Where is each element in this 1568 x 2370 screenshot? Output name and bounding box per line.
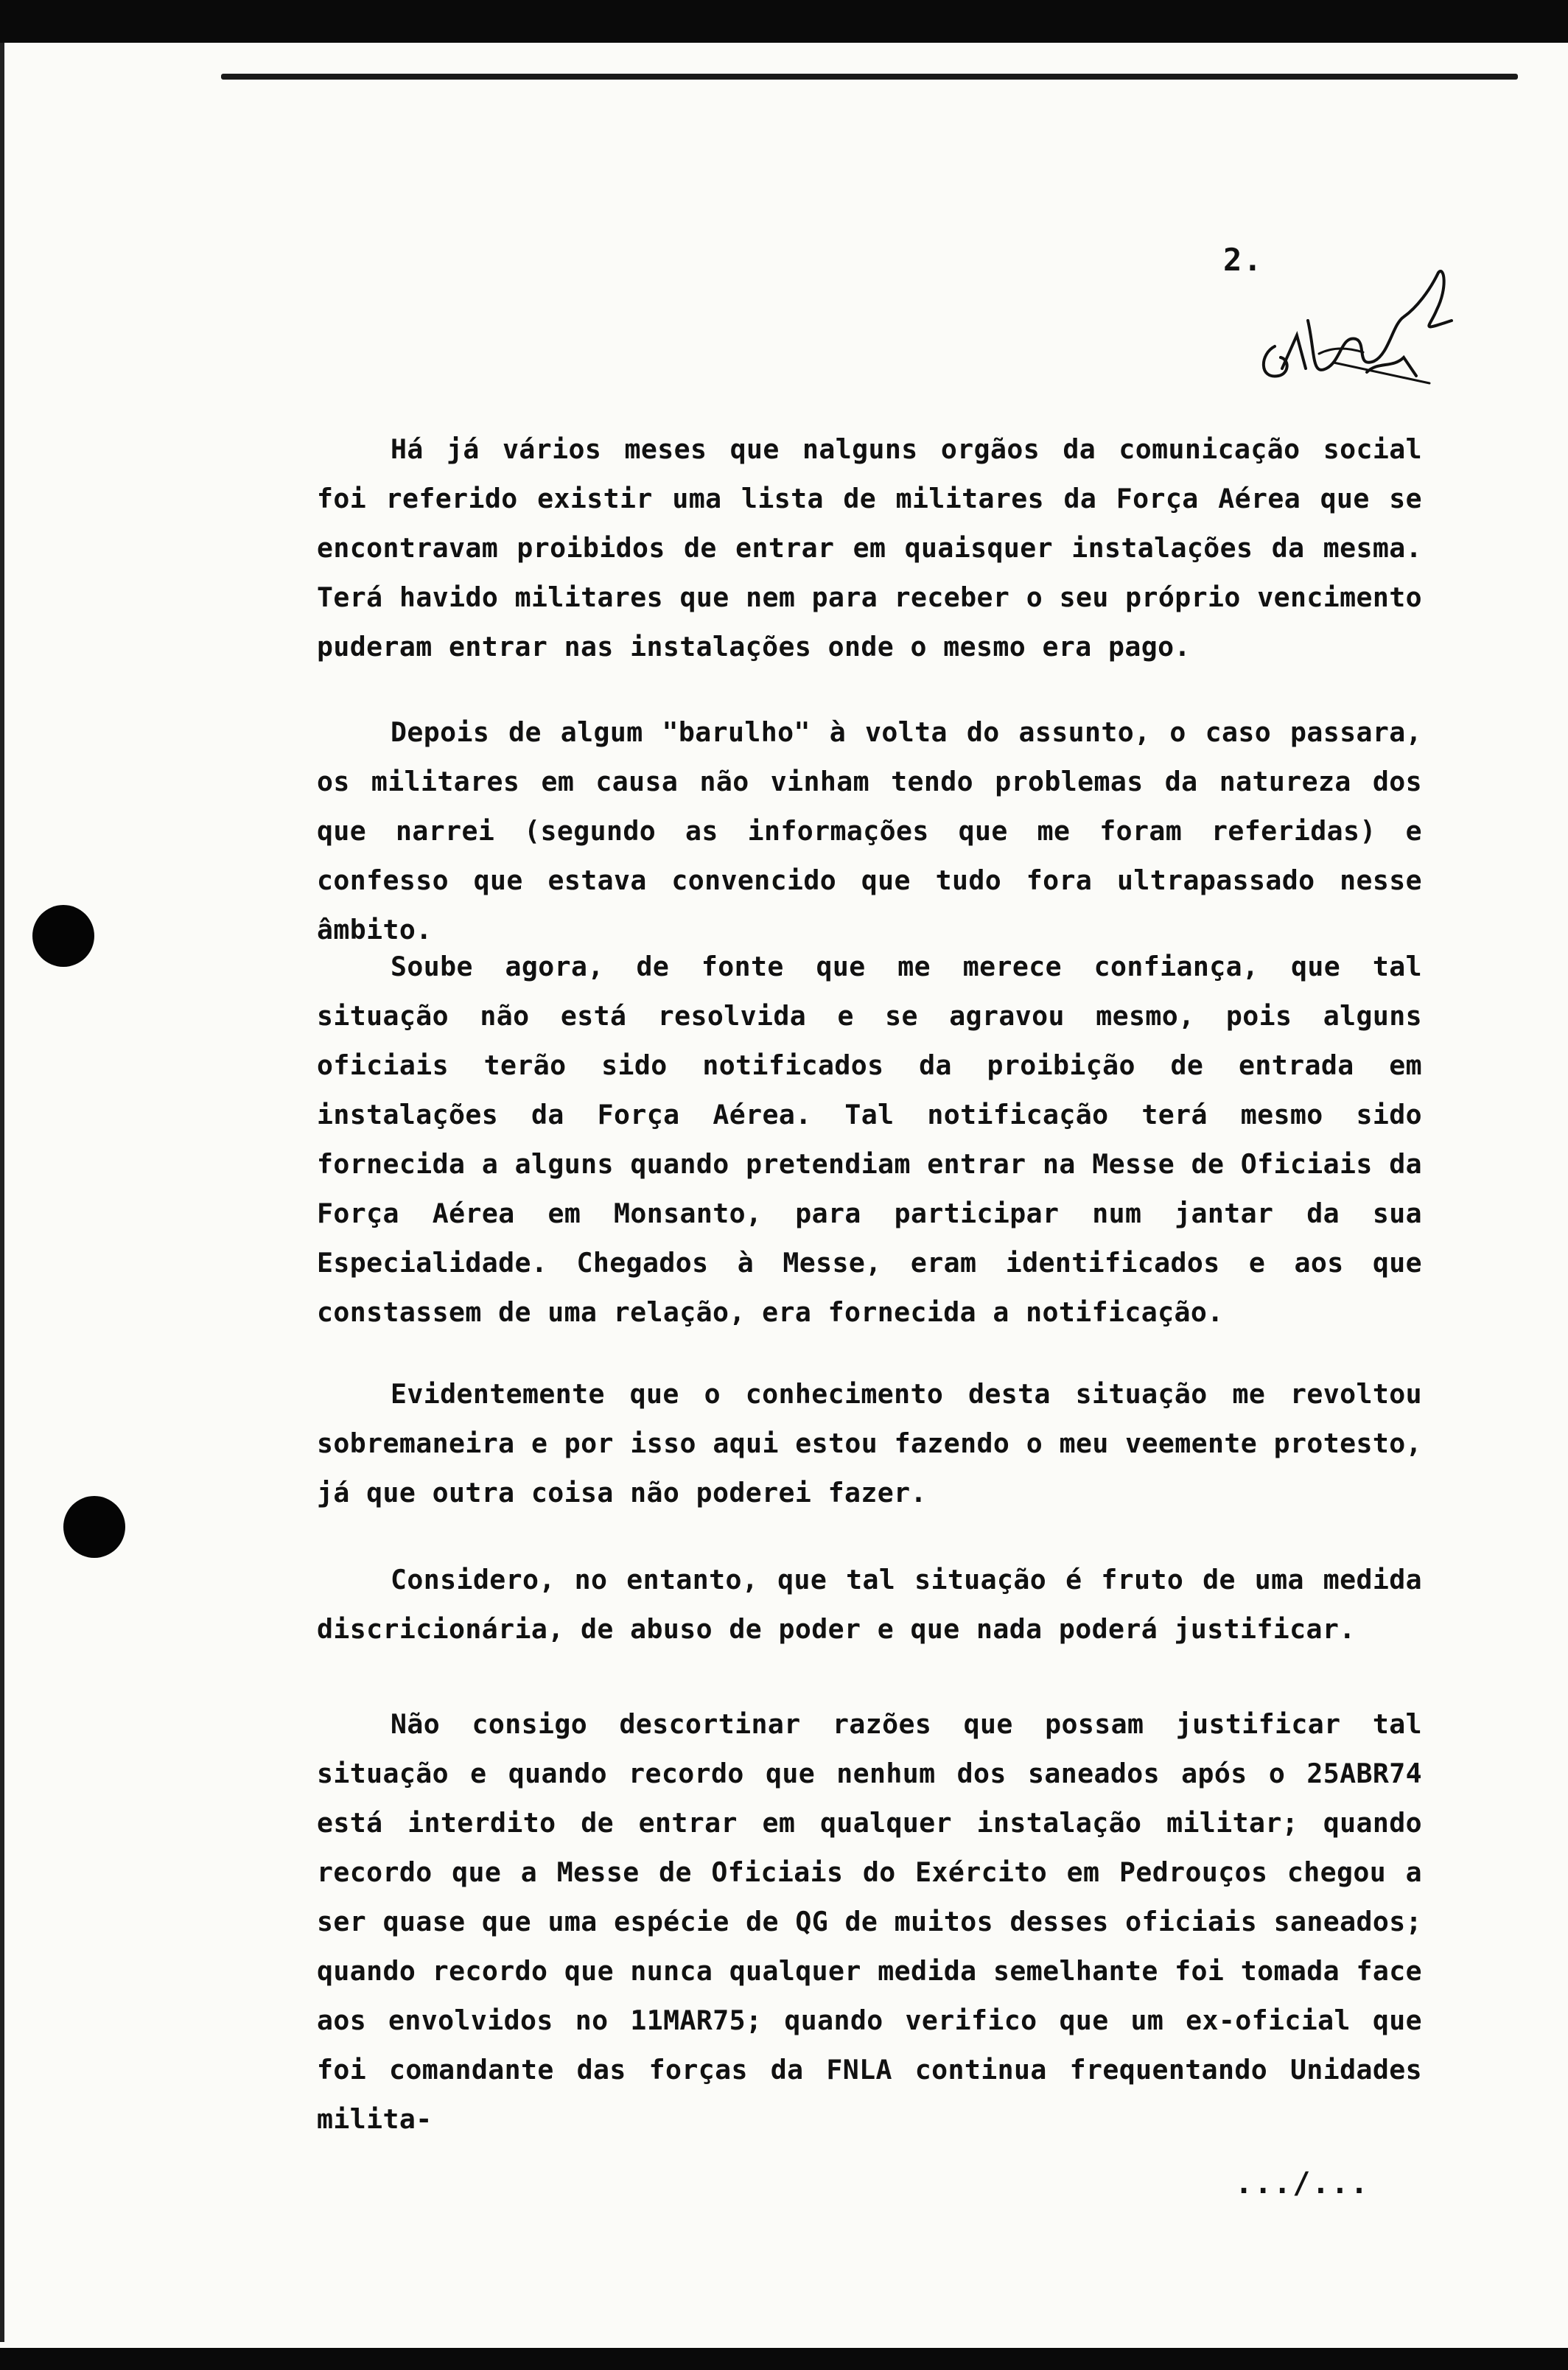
paragraph: Soube agora, de fonte que me merece confiança, que tal situação não está resolvida e se agravou mesmo, pois alguns oficiais terão sido notificados da proibição de entrada em instalações da Força Aérea. Tal notificação terá mesmo sido fornecida a alguns quando pretendiam entrar na Messe de Oficiais da Força Aérea em Monsanto, para participar num jantar da sua Especialidade. Chegados à Messe, eram identificados e aos que constassem de uma relação, era fornecida a notificação. (317, 951, 1422, 1328)
continuation-marker: .../... (1235, 2167, 1370, 2201)
scan-left-edge (0, 43, 4, 2342)
paragraph: Depois de algum "barulho" à volta do assunto, o caso passara, os militares em causa não vinham tendo problemas da natureza dos que narrei (segundo as informações que me foram referidas) e confesso que estava convencido que tudo fora ultrapassado nesse âmbito. (317, 716, 1422, 945)
paragraph: Não consigo descortinar razões que possam justificar tal situação e quando recordo que nenhum dos saneados após o 25ABR74 está interdito de entrar em qualquer instalação militar; quando recordo que a Messe de Oficiais do Exército em Pedrouços chegou a ser quase que uma espécie de QG de muitos desses oficiais saneados; quando recordo que nunca qualquer medida semelhante foi tomada face aos envolvidos no 11MAR75; quando verifico que um ex-oficial que foi comandante das forças da FNLA continua frequentando Unidades milita- (317, 1708, 1422, 2135)
paragraph: Evidentemente que o conhecimento desta situação me revoltou sobremaneira e por isso aqui estou fazendo o meu veemente protesto, já que outra coisa não poderei fazer. (317, 1378, 1422, 1509)
punch-hole (63, 1496, 125, 1558)
handwritten-signature (1245, 265, 1466, 398)
page-number: 2. (1223, 242, 1264, 278)
scan-top-border (0, 0, 1568, 43)
punch-hole (32, 905, 94, 967)
paragraph: Considero, no entanto, que tal situação é fruto de uma medida discricionária, de abuso de poder e que nada poderá justificar. (317, 1564, 1422, 1645)
paragraph: Há já vários meses que nalguns orgãos da comunicação social foi referido existir uma lista de militares da Força Aérea que se encontravam proibidos de entrar em quaisquer instalações da mesma. Terá havido militares que nem para receber o seu próprio vencimento puderam entrar nas instalações onde o mesmo era pago. (317, 433, 1422, 663)
header-rule (221, 74, 1518, 80)
scan-bottom-border (0, 2348, 1568, 2370)
